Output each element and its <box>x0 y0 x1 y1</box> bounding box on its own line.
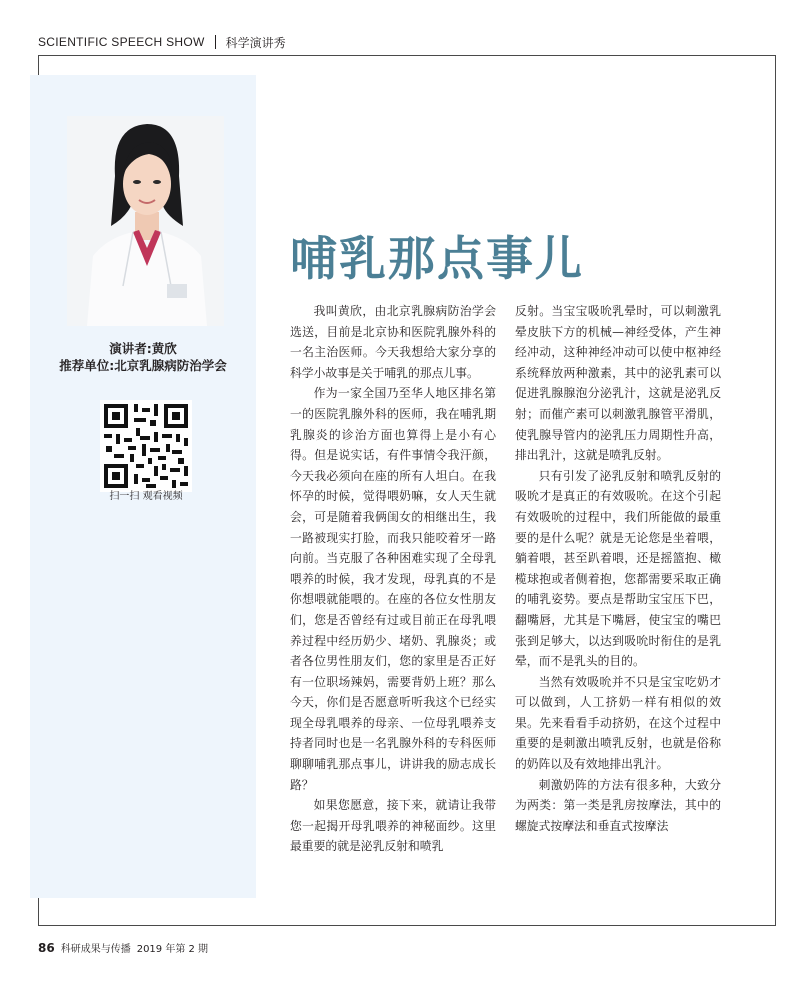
page-header <box>38 34 286 50</box>
article-column-left <box>290 301 496 857</box>
paragraph: 刺激奶阵的方法有很多种，大致分为两类：第一类是乳房按摩法，其中的螺旋式按摩法和垂直式按摩法 <box>515 777 721 833</box>
page-number: 86 <box>38 940 55 955</box>
paragraph: 当然有效吸吮并不只是宝宝吃奶才可以做到，人工挤奶一样有相似的效果。先来看看手动挤奶，在这个过程中重要的是刺激出喷乳反射，也就是俗称的奶阵以及有效地排出乳汁。 <box>515 674 721 772</box>
qr-code-image <box>100 400 192 492</box>
speaker-photo <box>67 116 224 326</box>
paragraph: 作为一家全国乃至华人地区排名第一的医院乳腺外科的医师，我在哺乳期乳腺炎的诊治方面也算得上是小有心得。但是说实话，有件事情令我汗颜，今天我必须向在座的所有人坦白。在我怀孕的时候，觉得喂奶嘛，女人天生就会，可是随着我俩闺女的相继出生，我一路被现实打脸，而我只能咬着牙一路向前。当克服了各种困难实现了全母乳喂养的时候，我才发现，母乳真的不是你想喂就能喂的。在座的各位女性朋友们，您是否曾经有过或目前正在母乳喂养过程中经历奶少、堵奶、乳腺炎；或者各位男性朋友们，您的家里是否正好有一位职场辣妈，需要背奶上班？那么今天，你们是否愿意听听我这个已经实现全母乳喂养的母亲、一位母乳喂养支持者同时也是一名乳腺外科的专科医师聊聊哺乳那点事儿，讲讲我的励志成长路？ <box>290 386 496 792</box>
page-footer <box>38 940 208 955</box>
header-divider <box>215 35 216 49</box>
section-name-cn: 科学演讲秀 <box>225 35 286 50</box>
paragraph: 如果您愿意，接下来，就请让我带您一起揭开母乳喂养的神秘面纱。这里最重要的就是泌乳反射和喷乳 <box>290 798 496 854</box>
issue-label: 2019 年第 2 期 <box>136 944 209 955</box>
speaker-info <box>30 340 256 374</box>
speaker-name: 演讲者:黄欣 <box>109 341 177 356</box>
qr-caption: 扫一扫 观看视频 <box>109 491 183 502</box>
article-column-right <box>515 301 721 836</box>
article-title: 哺乳那点事儿 <box>290 232 584 287</box>
paragraph-continued: 反射。当宝宝吸吮乳晕时，可以刺激乳晕皮肤下方的机械—神经受体，产生神经冲动，这种神经冲动可以使中枢神经系统释放两种激素，其中的泌乳素可以促进乳腺腺泡分泌乳汁，这就是泌乳反射；而催产素可以刺激乳腺管平滑肌，使乳腺导管内的泌乳压力周期性升高，排出乳汁，这就是喷乳反射。 <box>515 304 721 463</box>
recommending-org: 推荐单位:北京乳腺病防治学会 <box>59 358 227 373</box>
paragraph: 只有引发了泌乳反射和喷乳反射的吸吮才是真正的有效吸吮。在这个引起有效吸吮的过程中，我们所能做的最重要的是什么呢？就是无论您是坐着喂，躺着喂，甚至趴着喂，还是摇篮抱、橄榄球抱或者侧着抱，您都需要采取正确的哺乳姿势。要点是帮助宝宝压下巴，翻嘴唇，尤其是下嘴唇，使宝宝的嘴巴张到足够大，以达到吸吮时衔住的是乳晕，而不是乳头的目的。 <box>515 468 721 669</box>
journal-name: 科研成果与传播 <box>60 944 131 955</box>
section-name-en: SCIENTIFIC SPEECH SHOW <box>38 35 205 49</box>
paragraph: 我叫黄欣，由北京乳腺病防治学会选送，目前是北京协和医院乳腺外科的一名主治医师。今天我想给大家分享的科学小故事是关于哺乳的那点儿事。 <box>290 304 496 380</box>
speaker-portrait-image <box>67 116 224 326</box>
qr-code[interactable] <box>100 400 192 492</box>
